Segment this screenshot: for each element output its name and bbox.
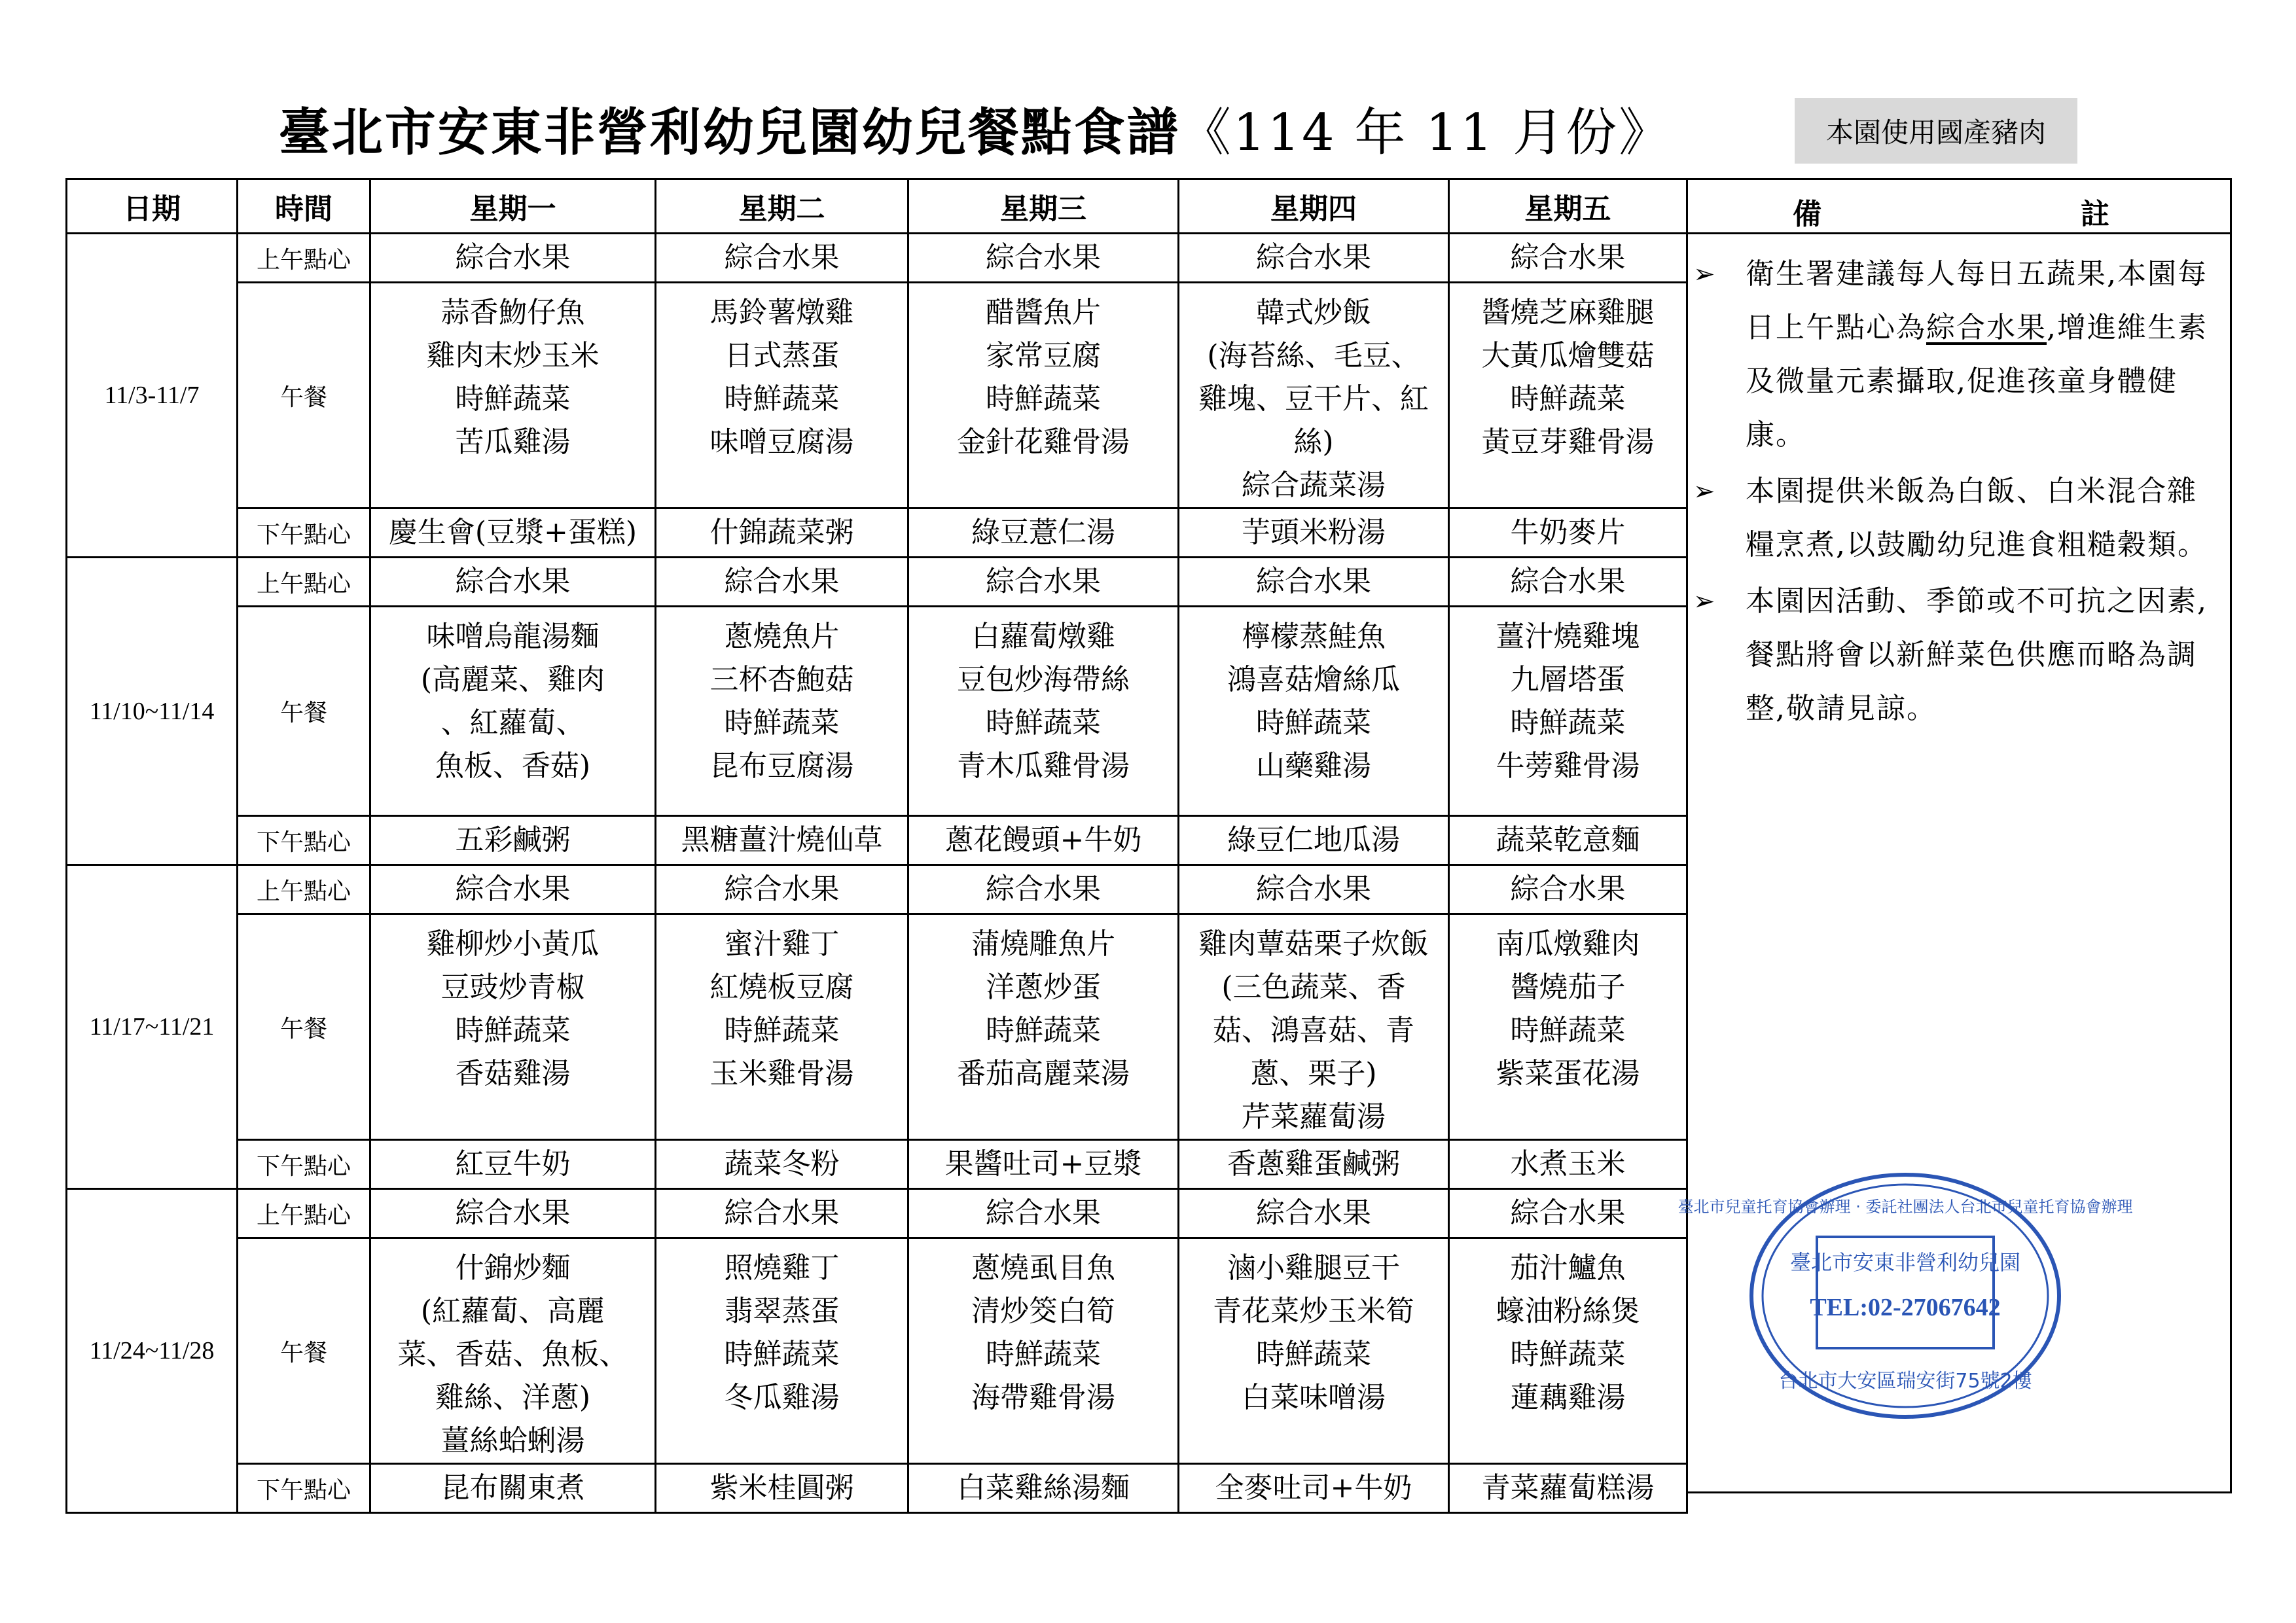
meal-cell: 蔬菜乾意麵	[1449, 816, 1687, 865]
dish-line: 味噌豆腐湯	[709, 425, 854, 459]
dish-line: 時鮮蔬菜	[1256, 1338, 1371, 1371]
dish-line: 紅燒板豆腐	[709, 971, 854, 1004]
header-date: 日期	[67, 179, 238, 234]
dish-line: 時鮮蔬菜	[1510, 1014, 1626, 1047]
dish-line: 魚板、香菇)	[435, 749, 591, 783]
meal-cell: 綜合水果	[1179, 558, 1449, 607]
time-slot-lunch: 午餐	[238, 1238, 370, 1464]
arrow-bullet-icon: ➢	[1693, 586, 1715, 616]
remarks-header-1: 備	[1793, 198, 1821, 231]
dish-line: 金針花雞骨湯	[957, 425, 1130, 459]
meal-cell: 綜合水果	[1179, 234, 1449, 283]
dish-line: 薑絲蛤蜊湯	[440, 1424, 585, 1457]
meal-cell: 綜合水果	[656, 865, 908, 914]
dish-line: 日式蒸蛋	[724, 339, 840, 372]
meal-cell: 白菜雞絲湯麵	[908, 1464, 1179, 1513]
dish-line: 蜜汁雞丁	[724, 927, 840, 961]
dish-line: 苦瓜雞湯	[455, 425, 571, 459]
remark-text	[1746, 247, 2217, 462]
meal-cell: 綜合水果	[1179, 1189, 1449, 1238]
dish-line: 滷小雞腿豆干	[1227, 1251, 1400, 1285]
stamp-address: 台北市大安區瑞安街75號2樓	[1778, 1370, 2032, 1393]
menu-body	[67, 234, 1687, 1513]
meal-cell: 紅豆牛奶	[370, 1140, 656, 1189]
dish-line: 時鮮蔬菜	[986, 382, 1101, 416]
menu-row-afternoon	[67, 1140, 1687, 1189]
dish-line: 馬鈴薯燉雞	[709, 296, 854, 329]
dish-line: 時鮮蔬菜	[1510, 706, 1626, 740]
time-slot-lunch: 午餐	[238, 607, 370, 816]
dish-line: 蔥燒虱目魚	[971, 1251, 1115, 1285]
header-friday: 星期五	[1449, 179, 1687, 234]
menu-row-afternoon	[67, 508, 1687, 558]
meal-cell: 綜合水果	[1179, 865, 1449, 914]
meal-cell: 昆布關東煮	[370, 1464, 656, 1513]
meal-cell	[1449, 607, 1687, 816]
remarks-header-2: 註	[2081, 198, 2109, 231]
meal-cell: 紫米桂圓粥	[656, 1464, 908, 1513]
dish-line: 蠔油粉絲煲	[1496, 1294, 1640, 1328]
meal-cell: 蔥花饅頭+牛奶	[908, 816, 1179, 865]
dish-line: 白蘿蔔燉雞	[971, 620, 1115, 653]
dish-line: 南瓜燉雞肉	[1496, 927, 1640, 961]
dish-line: 黃豆芽雞骨湯	[1481, 425, 1655, 459]
page-title	[0, 92, 1950, 165]
meal-cell: 綜合水果	[908, 558, 1179, 607]
meal-cell: 果醬吐司+豆漿	[908, 1140, 1179, 1189]
dish-line: 紫菜蛋花湯	[1496, 1057, 1640, 1090]
dish-line: 時鮮蔬菜	[1510, 382, 1626, 416]
dish-line: 時鮮蔬菜	[986, 706, 1101, 740]
meal-cell	[656, 607, 908, 816]
meal-cell: 綜合水果	[1449, 558, 1687, 607]
meal-cell	[656, 914, 908, 1140]
dish-line: 時鮮蔬菜	[724, 1014, 840, 1047]
menu-row-lunch	[67, 283, 1687, 508]
dish-line: 青花菜炒玉米筍	[1213, 1294, 1414, 1328]
meal-cell: 全麥吐司+牛奶	[1179, 1464, 1449, 1513]
menu-table	[65, 178, 1688, 1514]
meal-cell: 青菜蘿蔔糕湯	[1449, 1464, 1687, 1513]
meal-cell: 黑糖薑汁燒仙草	[656, 816, 908, 865]
week-date: 11/10~11/14	[67, 558, 238, 865]
dish-line: 昆布豆腐湯	[709, 749, 854, 783]
remark-text-part: 衛生署建議每人每日五蔬果,本園每日上午點心為	[1746, 257, 2208, 344]
remark-underlined: 綜合水果	[1926, 311, 2047, 344]
dish-line: 山藥雞湯	[1256, 749, 1371, 783]
dish-line: 鴻喜菇燴絲瓜	[1227, 663, 1400, 696]
meal-cell	[1449, 914, 1687, 1140]
meal-cell	[908, 607, 1179, 816]
seal-stamp	[1677, 1165, 2133, 1427]
time-slot-morning: 上午點心	[238, 558, 370, 607]
time-slot-morning: 上午點心	[238, 865, 370, 914]
dish-line: 醬燒芝麻雞腿	[1481, 296, 1655, 329]
meal-cell: 綜合水果	[1449, 234, 1687, 283]
meal-cell	[370, 283, 656, 508]
dish-line: 菜、香菇、魚板、	[397, 1338, 628, 1371]
header-row	[67, 179, 1687, 234]
meal-cell: 綜合水果	[1449, 1189, 1687, 1238]
dish-line: 蒲燒雕魚片	[971, 927, 1115, 961]
remark-list	[1688, 234, 2230, 736]
header-monday: 星期一	[370, 179, 656, 234]
dish-line: 海帶雞骨湯	[971, 1381, 1115, 1414]
dish-line: (高麗菜、雞肉	[420, 663, 605, 696]
time-slot-afternoon: 下午點心	[238, 1140, 370, 1189]
meal-cell: 五彩鹹粥	[370, 816, 656, 865]
meal-cell: 綜合水果	[656, 558, 908, 607]
meal-cell: 綜合水果	[908, 234, 1179, 283]
remark-text-part: 本園提供米飯為白飯、白米混合雜糧烹煮,以鼓勵幼兒進食粗糙穀類。	[1746, 474, 2208, 562]
dish-line: 青木瓜雞骨湯	[957, 749, 1130, 783]
remark-item	[1693, 247, 2217, 462]
dish-line: 大黃瓜燴雙菇	[1481, 339, 1655, 372]
meal-cell: 芋頭米粉湯	[1179, 508, 1449, 558]
meal-cell: 綠豆薏仁湯	[908, 508, 1179, 558]
meal-cell: 蔬菜冬粉	[656, 1140, 908, 1189]
dish-line: 洋蔥炒蛋	[986, 971, 1101, 1004]
dish-line: 絲)	[1293, 425, 1334, 459]
remark-item	[1693, 465, 2217, 572]
dish-line: 韓式炒飯	[1256, 296, 1371, 329]
remark-text-part: ,增進維生素及微量元素攝取,促進孩童身體健康。	[1746, 311, 2208, 452]
remark-text-part: 本園因活動、季節或不可抗之因素,餐點將會以新鮮菜色供應而略為調整,敬請見諒。	[1746, 584, 2208, 725]
stamp-name: 臺北市安東非營利幼兒園	[1789, 1250, 2021, 1275]
meal-cell	[908, 1238, 1179, 1464]
dish-line: 三杯杏鮑菇	[709, 663, 854, 696]
meal-cell	[1179, 607, 1449, 816]
dish-line: 蔥、栗子)	[1250, 1057, 1377, 1090]
meal-cell: 牛奶麥片	[1449, 508, 1687, 558]
time-slot-lunch: 午餐	[238, 914, 370, 1140]
arrow-bullet-icon: ➢	[1693, 476, 1715, 507]
meal-cell: 什錦蔬菜粥	[656, 508, 908, 558]
meal-cell: 慶生會(豆漿+蛋糕)	[370, 508, 656, 558]
week-date: 11/17~11/21	[67, 865, 238, 1189]
dish-line: 翡翠蒸蛋	[724, 1294, 840, 1328]
title-month: 《114 年 11 月份》	[1179, 103, 1672, 162]
header-thursday: 星期四	[1179, 179, 1449, 234]
dish-line: 時鮮蔬菜	[724, 706, 840, 740]
menu-row-lunch	[67, 1238, 1687, 1464]
meal-cell	[908, 914, 1179, 1140]
dish-line: (海苔絲、毛豆、	[1207, 339, 1420, 372]
time-slot-afternoon: 下午點心	[238, 1464, 370, 1513]
dish-line: 醋醬魚片	[986, 296, 1101, 329]
meal-cell	[1179, 283, 1449, 508]
header-time: 時間	[238, 179, 370, 234]
menu-row-morning	[67, 1189, 1687, 1238]
dish-line: 、紅蘿蔔、	[440, 706, 585, 740]
dish-line: 香菇雞湯	[455, 1057, 571, 1090]
meal-cell	[370, 607, 656, 816]
meal-cell	[1449, 1238, 1687, 1464]
menu-row-afternoon	[67, 1464, 1687, 1513]
dish-line: (紅蘿蔔、高麗	[420, 1294, 605, 1328]
dish-line: 玉米雞骨湯	[709, 1057, 854, 1090]
meal-cell: 綜合水果	[370, 558, 656, 607]
dish-line: 醬燒茄子	[1510, 971, 1626, 1004]
title-main: 臺北市安東非營利幼兒園幼兒餐點食譜	[278, 103, 1180, 162]
pork-note: 本園使用國產豬肉	[1795, 98, 2077, 164]
remark-text	[1746, 575, 2217, 736]
menu-row-morning	[67, 234, 1687, 283]
menu-row-lunch	[67, 914, 1687, 1140]
meal-cell	[1179, 1238, 1449, 1464]
meal-cell	[370, 1238, 656, 1464]
dish-line: 味噌烏龍湯麵	[426, 620, 600, 653]
dish-line: 時鮮蔬菜	[724, 1338, 840, 1371]
meal-cell: 水煮玉米	[1449, 1140, 1687, 1189]
remarks-header	[1688, 180, 2230, 234]
dish-line: 菇、鴻喜菇、青	[1213, 1014, 1414, 1047]
dish-line: 清炒筊白筍	[971, 1294, 1115, 1328]
dish-line: 雞塊、豆干片、紅	[1198, 382, 1429, 416]
meal-cell: 綜合水果	[908, 865, 1179, 914]
dish-line: 時鮮蔬菜	[986, 1014, 1101, 1047]
meal-cell: 綜合水果	[656, 1189, 908, 1238]
dish-line: 薑汁燒雞塊	[1496, 620, 1640, 653]
menu-row-afternoon	[67, 816, 1687, 865]
meal-cell: 綜合水果	[370, 865, 656, 914]
dish-line: 冬瓜雞湯	[724, 1381, 840, 1414]
menu-row-morning	[67, 558, 1687, 607]
dish-line: 雞肉末炒玉米	[426, 339, 600, 372]
time-slot-afternoon: 下午點心	[238, 816, 370, 865]
meal-cell: 香蔥雞蛋鹹粥	[1179, 1140, 1449, 1189]
dish-line: 照燒雞丁	[724, 1251, 840, 1285]
dish-line: 雞柳炒小黃瓜	[426, 927, 600, 961]
dish-line: 時鮮蔬菜	[455, 382, 571, 416]
dish-line: 時鮮蔬菜	[455, 1014, 571, 1047]
meal-cell	[656, 1238, 908, 1464]
dish-line: 雞絲、洋蔥)	[435, 1381, 591, 1414]
meal-cell	[1179, 914, 1449, 1140]
remark-text	[1746, 465, 2217, 572]
dish-line: 芹菜蘿蔔湯	[1242, 1100, 1386, 1133]
dish-line: 蔥燒魚片	[724, 620, 840, 653]
dish-line: 家常豆腐	[986, 339, 1101, 372]
meal-cell: 綜合水果	[656, 234, 908, 283]
dish-line: 時鮮蔬菜	[1510, 1338, 1626, 1371]
dish-line: 牛蒡雞骨湯	[1496, 749, 1640, 783]
time-slot-morning: 上午點心	[238, 1189, 370, 1238]
menu-row-morning	[67, 865, 1687, 914]
menu-row-lunch	[67, 607, 1687, 816]
dish-line: 豆包炒海帶絲	[957, 663, 1130, 696]
dish-line: 時鮮蔬菜	[986, 1338, 1101, 1371]
meal-cell: 綜合水果	[1449, 865, 1687, 914]
arrow-bullet-icon: ➢	[1693, 259, 1715, 289]
dish-line: 蓮藕雞湯	[1510, 1381, 1626, 1414]
meal-cell	[656, 283, 908, 508]
stamp-tel: TEL:02-27067642	[1810, 1294, 2001, 1321]
header-tuesday: 星期二	[656, 179, 908, 234]
meal-cell: 綠豆仁地瓜湯	[1179, 816, 1449, 865]
dish-line: 茄汁鱸魚	[1510, 1251, 1626, 1285]
dish-line: (三色蔬菜、香	[1221, 971, 1406, 1004]
dish-line: 番茄高麗菜湯	[957, 1057, 1130, 1090]
meal-cell: 綜合水果	[370, 234, 656, 283]
dish-line: 雞肉蕈菇栗子炊飯	[1198, 927, 1429, 961]
dish-line: 時鮮蔬菜	[1256, 706, 1371, 740]
dish-line: 白菜味噌湯	[1242, 1381, 1386, 1414]
week-date: 11/3-11/7	[67, 234, 238, 558]
week-date: 11/24~11/28	[67, 1189, 238, 1513]
dish-line: 時鮮蔬菜	[724, 382, 840, 416]
header-wednesday: 星期三	[908, 179, 1179, 234]
dish-line: 九層塔蛋	[1510, 663, 1626, 696]
time-slot-afternoon: 下午點心	[238, 508, 370, 558]
dish-line: 豆豉炒青椒	[440, 971, 585, 1004]
meal-cell: 綜合水果	[908, 1189, 1179, 1238]
meal-cell: 綜合水果	[370, 1189, 656, 1238]
meal-cell	[908, 283, 1179, 508]
dish-line: 綜合蔬菜湯	[1242, 469, 1386, 502]
dish-line: 蒜香魩仔魚	[440, 296, 585, 329]
dish-line: 什錦炒麵	[455, 1251, 571, 1285]
time-slot-lunch: 午餐	[238, 283, 370, 508]
remark-item	[1693, 575, 2217, 736]
meal-cell	[370, 914, 656, 1140]
stamp-outer-text: 臺北市兒童托育協會辦理 · 委託社團法人台北市兒童托育協會辦理	[1677, 1198, 2133, 1216]
meal-cell	[1449, 283, 1687, 508]
dish-line: 檸檬蒸鮭魚	[1242, 620, 1386, 653]
time-slot-morning: 上午點心	[238, 234, 370, 283]
